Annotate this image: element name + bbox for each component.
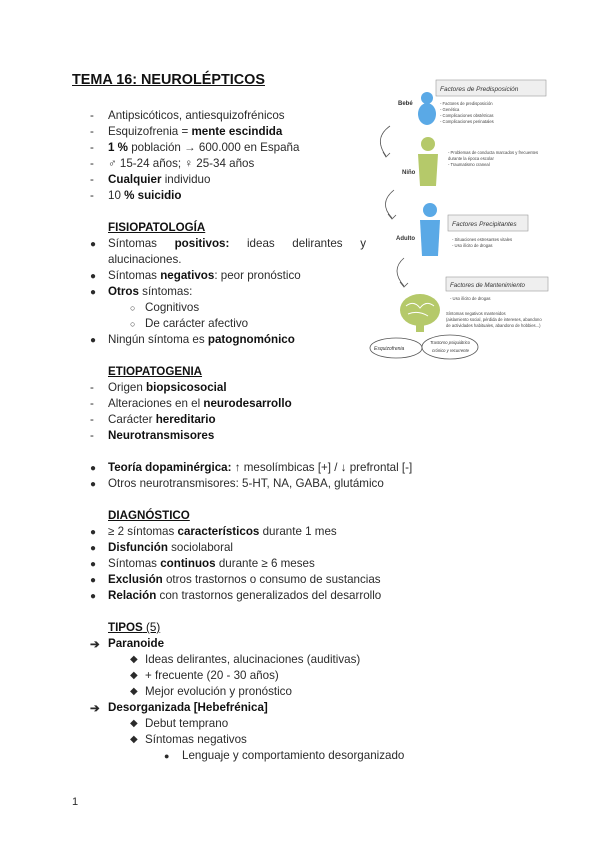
adult-head <box>423 203 437 217</box>
fisio-positive: Síntomas positivos: ideas delirantes y <box>108 237 366 250</box>
tipo-item: + frecuente (20 - 30 años) <box>145 669 279 682</box>
tipo-subitem: Lenguaje y comportamiento desorganizado <box>182 749 405 762</box>
fisio-otros-item: Cognitivos <box>145 301 200 314</box>
factor-line: de actividades habituales, abandono de hobbies...) <box>446 323 541 328</box>
factor-box-label: Factores de Mantenimiento <box>450 282 525 289</box>
etio-item: Alteraciones en el neurodesarrollo <box>108 397 292 410</box>
page-number: 1 <box>72 796 79 808</box>
factor-line: - Uso ilícito de drogas <box>450 296 491 301</box>
development-figure <box>368 78 568 368</box>
etio-item: Origen biopsicosocial <box>108 381 227 394</box>
baby-head <box>421 92 433 104</box>
child-head <box>421 137 435 151</box>
factor-line: - Traumatismo craneal <box>448 162 490 167</box>
fisio-negative: Síntomas negativos: peor pronóstico <box>108 269 301 282</box>
page-title: TEMA 16: NEUROLÉPTICOS <box>72 72 265 88</box>
arrow-icon <box>397 258 404 286</box>
factor-line: - Situaciones estresantes vitales <box>452 237 513 242</box>
factor-line: - Genética <box>440 107 460 112</box>
section-heading-fisiopatologia: FISIOPATOLOGÍA <box>108 221 206 234</box>
factor-line: - Factores de predisposición <box>440 101 493 106</box>
etio-item: Neurotransmisores <box>108 429 215 442</box>
tipo-item: Ideas delirantes, alucinaciones (auditivas) <box>145 653 361 666</box>
svg-text:Trastorno psiquiátrico: Trastorno psiquiátrico <box>430 340 470 345</box>
adult-icon <box>420 220 440 256</box>
factor-line: durante la época escolar <box>448 156 494 161</box>
factor-line: Síntomas negativos mantenidos <box>446 311 506 316</box>
bubble-trastorno <box>422 335 478 359</box>
diag-item: Relación con trastornos generalizados del desarrollo <box>108 589 382 602</box>
diag-item: Exclusión otros trastornos o consumo de sustancias <box>108 573 381 586</box>
tipo-item: Mejor evolución y pronóstico <box>145 685 292 698</box>
tipo-desorganizada: Desorganizada [Hebefrénica] <box>108 701 268 714</box>
svg-text:Esquizofrenia: Esquizofrenia <box>374 346 405 352</box>
arrow-icon <box>385 190 394 218</box>
stage-label: Adulto <box>396 236 415 242</box>
fisio-ninguno: Ningún síntoma es patognomónico <box>108 333 295 346</box>
diag-item: Síntomas continuos durante ≥ 6 meses <box>108 557 315 570</box>
factor-box-label: Factores de Predisposición <box>440 86 519 93</box>
brain-icon <box>400 294 440 326</box>
tipo-paranoide: Paranoide <box>108 637 165 650</box>
factor-line: (aislamiento social, pérdida de intereses, abandono <box>446 317 542 322</box>
stage-label: Bebé <box>398 101 413 107</box>
child-icon <box>418 154 438 186</box>
factor-line: - Complicaciones perinatales <box>440 119 494 124</box>
factor-box-label: Factores Precipitantes <box>452 221 517 228</box>
fisio-otros: Otros síntomas: <box>108 285 193 298</box>
etio-otros-nt: Otros neurotransmisores: 5-HT, NA, GABA, glutámico <box>108 477 384 490</box>
diag-item: Disfunción sociolaboral <box>108 541 233 554</box>
intro-item: Cualquier individuo <box>108 173 211 186</box>
intro-item: 10 % suicidio <box>108 189 182 202</box>
arrow-icon <box>380 126 390 156</box>
section-heading-etiopatogenia: ETIOPATOGENIA <box>108 365 203 378</box>
etio-dopamina: Teoría dopaminérgica: ↑ mesolímbicas [+] / ↓ prefrontal [-] <box>108 461 413 474</box>
fisio-otros-item: De carácter afectivo <box>145 317 249 330</box>
intro-item: ♂ 15-24 años; ♀ 25-34 años <box>108 157 255 170</box>
section-heading-diagnostico: DIAGNÓSTICO <box>108 509 190 522</box>
factor-line: - Uso ilícito de drogas <box>452 243 493 248</box>
stage-label: Niño <box>402 170 416 176</box>
factor-line: - Problemas de conducta marcados y frecuentes <box>448 150 539 155</box>
etio-item: Carácter hereditario <box>108 413 216 426</box>
fisio-positive-cont: alucinaciones. <box>108 253 182 266</box>
tipo-item: Debut temprano <box>145 717 229 730</box>
baby-icon <box>418 103 436 125</box>
tipo-item: Síntomas negativos <box>145 733 247 746</box>
intro-item: Esquizofrenia = mente escindida <box>108 125 283 138</box>
section-heading-tipos: TIPOS (5) <box>108 621 161 634</box>
intro-item: Antipsicóticos, antiesquizofrénicos <box>108 109 285 122</box>
svg-text:crónico y recurrente: crónico y recurrente <box>432 348 470 353</box>
diag-item: ≥ 2 síntomas característicos durante 1 mes <box>108 525 337 538</box>
intro-item: 1 % población → 600.000 en España <box>108 141 300 154</box>
factor-line: - Complicaciones obstétricas <box>440 113 494 118</box>
